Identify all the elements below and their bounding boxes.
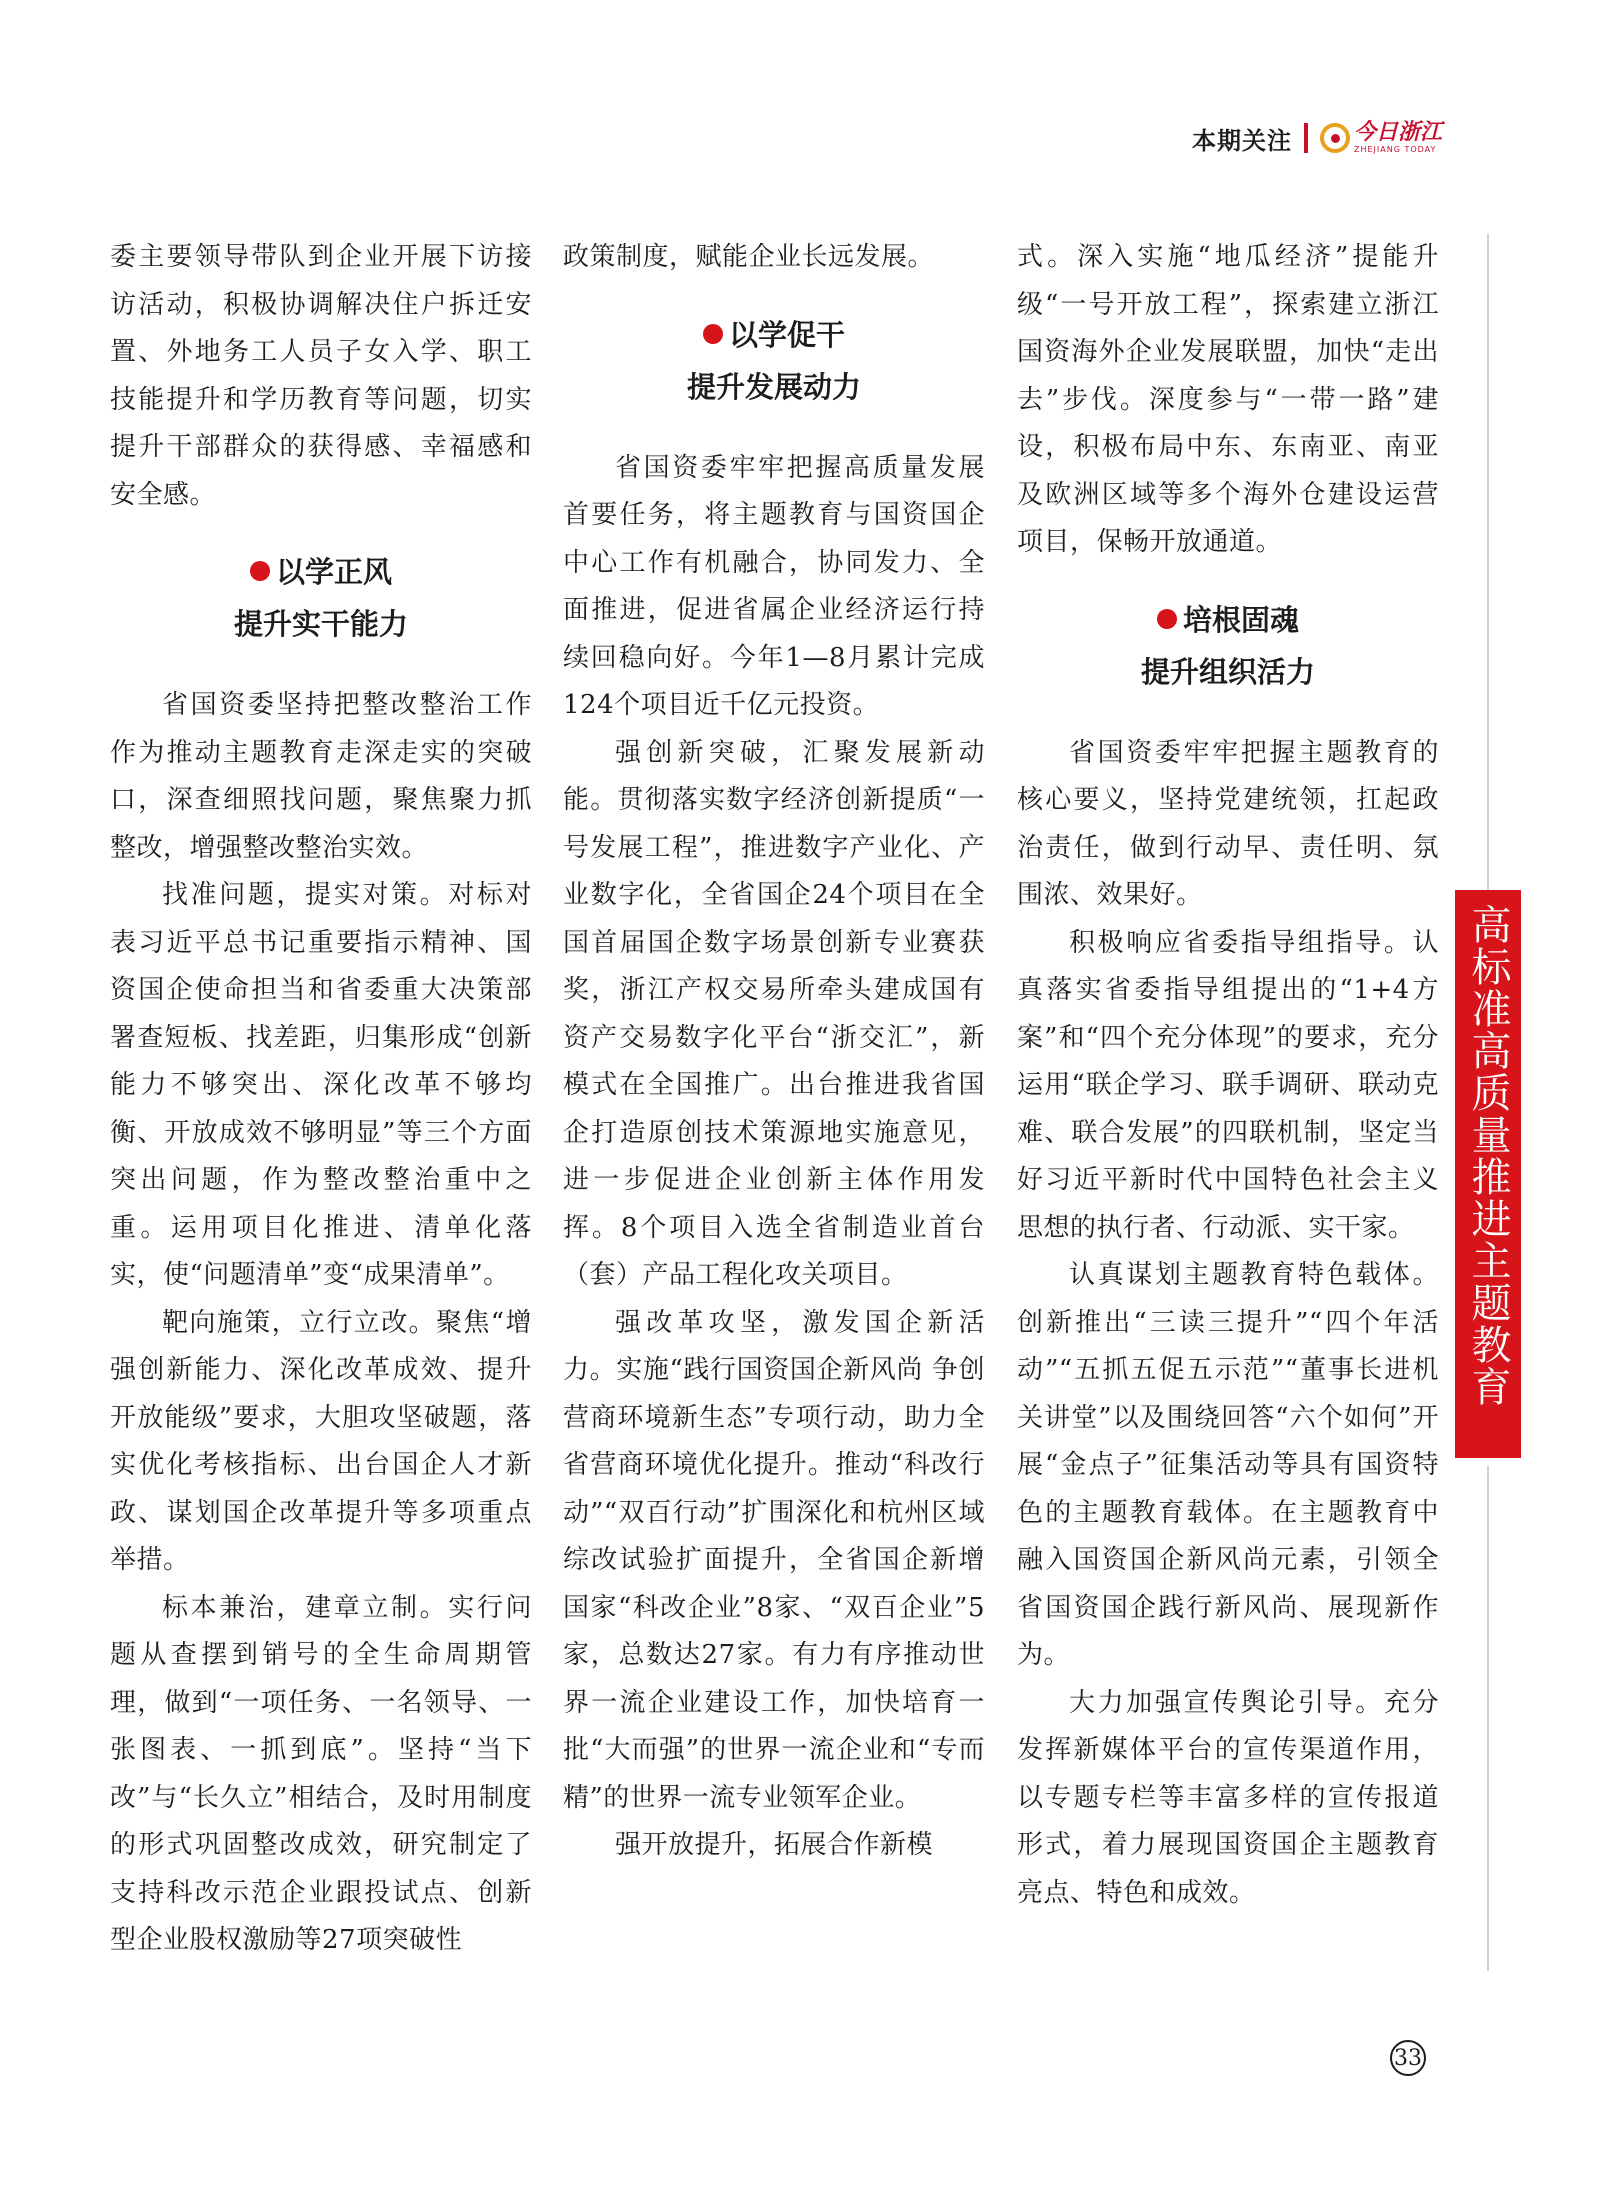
- paragraph: 省国资委牢牢把握主题教育的核心要义，坚持党建统领，扛起政治责任，做到行动早、责任明、氛围浓、效果好。: [1017, 737, 1439, 910]
- section-heading-line-1: 以学正风: [275, 555, 392, 589]
- paragraph: 积极响应省委指导组指导。认真落实省委指导组提出的“1+4方案”和“四个充分体现”的要求，充分运用“联企学习、联手调研、联动克难、联合发展”的四联机制，坚定当好习近平新时代中国特色社会主义思想的执行者、行动派、实干家。: [1017, 927, 1439, 1243]
- magazine-logo: [1320, 122, 1442, 154]
- red-bullet-icon: [250, 561, 270, 581]
- logo-circle-icon: [1320, 123, 1350, 153]
- paragraph: 省国资委牢牢把握高质量发展首要任务，将主题教育与国资国企中心工作有机融合，协同发力、全面推进，促进省属企业经济运行持续回稳向好。今年1—8月累计完成124个项目近千亿元投资。: [563, 452, 985, 720]
- side-banner: [1455, 890, 1521, 1458]
- article-column-3: [1017, 234, 1439, 1917]
- paragraph: 委主要领导带队到企业开展下访接访活动，积极协调解决住户拆迁安置、外地务工人员子女入学、职工技能提升和学历教育等问题，切实提升干部群众的获得感、幸福感和安全感。: [110, 242, 532, 510]
- side-rule-bottom: [1487, 1466, 1489, 1971]
- paragraph: 强改革攻坚，激发国企新活力。实施“践行国资国企新风尚 争创营商环境新生态”专项行动，助力全省营商环境优化提升。推动“科改行动”“双百行动”扩围深化和杭州区域综改试验扩面提升，全省国企新增国家“科改企业”8家、“双百企业”5家，总数达27家。有力有序推动世界一流企业建设工作，加快培育一批“大而强”的世界一流企业和“专而精”的世界一流专业领军企业。: [563, 1307, 985, 1813]
- section-heading-line-2: 提升实干能力: [233, 607, 408, 641]
- paragraph: 找准问题，提实对策。对标对表习近平总书记重要指示精神、国资国企使命担当和省委重大决策部署查短板、找差距，归集形成“创新能力不够突出、深化改革不够均衡、开放成效不够明显”等三个方面突出问题，作为整改整治重中之重。运用项目化推进、清单化落实，使“问题清单”变“成果清单”。: [110, 880, 532, 1290]
- paragraph: 标本兼治，建章立制。实行问题从查摆到销号的全生命周期管理，做到“一项任务、一名领导、一张图表、一抓到底”。坚持“当下改”与“长久立”相结合，及时用制度的形式巩固整改成效，研究制定了支持科改示范企业跟投试点、创新型企业股权激励等27项突破性: [110, 1592, 532, 1955]
- logo-text: 今日浙江: [1353, 120, 1442, 145]
- paragraph: 靶向施策，立行立改。聚焦“增强创新能力、深化改革成效、提升开放能级”要求，大胆攻坚破题，落实优化考核指标、出台国企人才新政、谋划国企改革提升等多项重点举措。: [110, 1307, 532, 1575]
- side-rule-top: [1487, 234, 1489, 890]
- side-banner-text: 高标准高质量推进主题教育: [1465, 904, 1511, 1408]
- section-heading-line-2: 提升组织活力: [1140, 654, 1315, 689]
- section-heading-line-1: 培根固魂: [1182, 602, 1299, 637]
- article-column-2: [563, 234, 985, 1870]
- paragraph: 大力加强宣传舆论引导。充分发挥新媒体平台的宣传渠道作用，以专题专栏等丰富多样的宣传报道形式，着力展现国资国企主题教育亮点、特色和成效。: [1017, 1687, 1439, 1908]
- red-bullet-icon: [1157, 609, 1177, 629]
- paragraph: 强创新突破，汇聚发展新动能。贯彻落实数字经济创新提质“一号发展工程”，推进数字产业化、产业数字化，全省国企24个项目在全国首届国企数字场景创新专业赛获奖，浙江产权交易所牵头建成国有资产交易数字化平台“浙交汇”，新模式在全国推广。出台推进我省国企打造原创技术策源地实施意见，进一步促进企业创新主体作用发挥。8个项目入选全省制造业首台（套）产品工程化攻关项目。: [563, 737, 985, 1290]
- section-heading: [1017, 594, 1439, 646]
- page-number: 33: [1390, 2040, 1426, 2076]
- red-bullet-icon: [703, 324, 723, 344]
- section-heading: [563, 309, 985, 361]
- logo-subtext: ZHEJIANG TODAY: [1353, 145, 1437, 154]
- paragraph: 认真谋划主题教育特色载体。创新推出“三读三提升”“四个年活动”“五抓五促五示范”“董事长进机关讲堂”以及围绕回答“六个如何”开展“金点子”征集活动等具有国资特色的主题教育载体。在主题教育中融入国资国企新风尚元素，引领全省国资国企践行新风尚、展现新作为。: [1017, 1260, 1439, 1670]
- paragraph: 式。深入实施“地瓜经济”提能升级“一号开放工程”，探索建立浙江国资海外企业发展联盟，加快“走出去”步伐。深度参与“一带一路”建设，积极布局中东、东南亚、南亚及欧洲区域等多个海外仓建设运营项目，保畅开放通道。: [1017, 242, 1439, 557]
- logo-wordmark: [1354, 122, 1442, 154]
- header-divider: [1304, 123, 1308, 153]
- section-heading: [110, 546, 532, 598]
- paragraph: 强开放提升，拓展合作新模: [615, 1830, 934, 1860]
- section-heading-line-2: 提升发展动力: [686, 369, 861, 404]
- paragraph: 省国资委坚持把整改整治工作作为推动主题教育走深走实的突破口，深查细照找问题，聚焦聚力抓整改，增强整改整治实效。: [110, 690, 532, 863]
- section-label: 本期关注: [1191, 126, 1292, 155]
- article-column-1: [110, 234, 532, 1965]
- page-header: [1192, 118, 1442, 158]
- paragraph: 政策制度，赋能企业长远发展。: [563, 242, 935, 272]
- section-heading-line-1: 以学促干: [728, 317, 845, 352]
